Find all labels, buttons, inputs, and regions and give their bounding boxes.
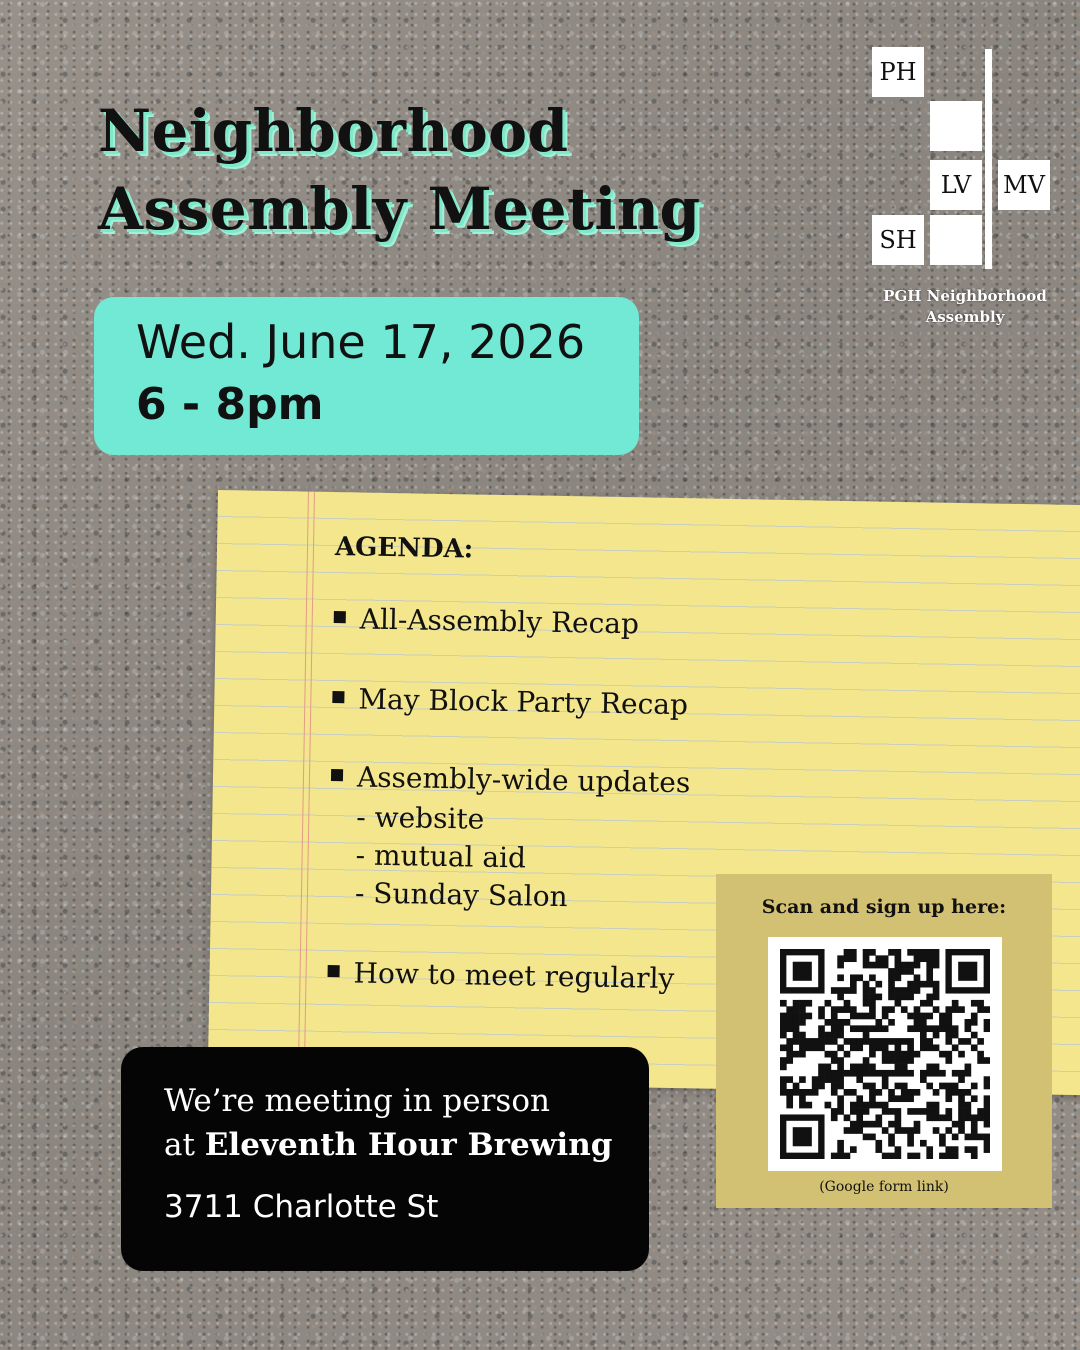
logo-caption <box>860 286 1070 328</box>
location-panel <box>121 1047 649 1271</box>
logo-divider-line <box>985 49 992 269</box>
title-line-1: Neighborhood <box>98 97 569 165</box>
signup-panel <box>716 874 1052 1208</box>
event-title <box>98 92 701 248</box>
event-time: 6 - 8pm <box>136 379 324 430</box>
agenda-subitem: - Sunday Salon <box>354 876 568 914</box>
logo-box-mv: MV <box>998 160 1050 210</box>
agenda-item <box>333 602 639 640</box>
location-prefix: at <box>164 1127 205 1163</box>
qr-code-icon[interactable] <box>768 937 1002 1171</box>
agenda-item-label: Assembly-wide updates <box>356 760 691 800</box>
qr-code-graphic <box>780 949 990 1159</box>
agenda-item <box>332 682 688 721</box>
logo-box-blank-1 <box>930 101 982 151</box>
logo-box-ph: PH <box>872 47 924 97</box>
signup-heading: Scan and sign up here: <box>761 896 1007 918</box>
venue-name: Eleventh Hour Brewing <box>204 1127 613 1163</box>
square-bullet-icon <box>334 611 346 623</box>
location-intro: We’re meeting in person <box>164 1083 550 1119</box>
agenda-item-label: How to meet regularly <box>353 956 675 996</box>
logo-box-blank-2 <box>930 215 982 265</box>
agenda-item-label: All-Assembly Recap <box>359 602 640 641</box>
agenda-subitem: - mutual aid <box>355 838 527 875</box>
agenda-item-label: May Block Party Recap <box>358 682 689 722</box>
venue-address: 3711 Charlotte St <box>164 1189 439 1225</box>
notepad-margin-line <box>304 492 315 1082</box>
agenda-item <box>331 760 691 799</box>
event-date: Wed. June 17, 2026 <box>136 315 586 369</box>
title-line-2: Assembly Meeting <box>98 175 701 243</box>
agenda-subitem: - website <box>356 800 485 836</box>
agenda-item <box>327 956 674 995</box>
date-time-panel <box>94 297 639 455</box>
signup-caption: (Google form link) <box>819 1179 949 1195</box>
logo-caption-line-2: Assembly <box>925 308 1005 326</box>
logo-box-lv: LV <box>930 160 982 210</box>
notepad-margin-line <box>298 492 309 1082</box>
logo-box-sh: SH <box>872 215 924 265</box>
square-bullet-icon <box>332 691 344 703</box>
location-venue-line <box>164 1127 612 1163</box>
logo-caption-line-1: PGH Neighborhood <box>883 287 1047 305</box>
square-bullet-icon <box>331 769 343 781</box>
agenda-heading: AGENDA: <box>334 532 474 565</box>
square-bullet-icon <box>328 965 340 977</box>
